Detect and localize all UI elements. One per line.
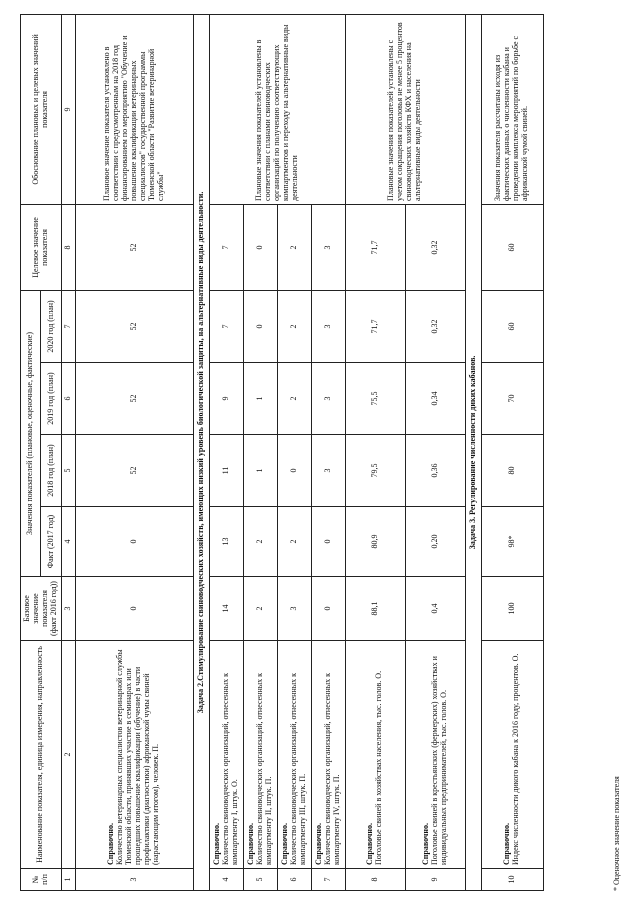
- base-value: 0: [311, 577, 345, 641]
- table-row: [481, 14, 543, 890]
- header-2018: 2018 год (план): [41, 435, 61, 507]
- target-value: 2: [277, 204, 311, 290]
- fact-2017-value: 80,9: [345, 507, 405, 577]
- base-value: 0,4: [405, 577, 465, 641]
- header-row: [21, 14, 41, 890]
- justification-cell: Плановые значения показателей установлены в соответствии с планами свиноводческих организаций по получению соответствующих компартментов и переходу на альтернативные виды деятельности: [209, 14, 345, 204]
- target-value: 52: [75, 204, 193, 290]
- plan-2018-value: 79,5: [345, 435, 405, 507]
- indicator-text: Индекс численности дикого кабана к 2016 году, процентов. О.: [511, 653, 521, 865]
- header-2019: 2019 год (план): [41, 363, 61, 435]
- indicator-label: Справочно.: [106, 822, 116, 865]
- column-number: 8: [61, 204, 75, 290]
- column-number: 3: [61, 577, 75, 641]
- target-value: 71,7: [345, 204, 405, 290]
- fact-2017-value: 0,20: [405, 507, 465, 577]
- indicators-table: [20, 14, 544, 891]
- header-2020: 2020 год (план): [41, 290, 61, 362]
- plan-2018-value: 3: [311, 435, 345, 507]
- indicator-text: Количество ветеринарных специалистов ветеринарной службы Тюменской области, принявших участие в семинарах или прошедших повышение квалификации (обучение) в части профилактики (диагностики) африканской чумы свиней (нарастающим итогом), человек. П.: [115, 649, 161, 865]
- base-value: 14: [209, 577, 243, 641]
- section-title-task-2: Задача 2.Стимулирование свиноводческих хозяйств, имеющих низкий уровень биологической защиты, на альтернативные виды деятельности.: [193, 14, 209, 890]
- justification-cell: Значения показателя рассчитаны исходя из фактических данных о численности кабана и проведении комплекса мероприятий по борьбе с африканской чумой свиней.: [481, 14, 543, 204]
- base-value: 88,1: [345, 577, 405, 641]
- row-number: 4: [209, 869, 243, 891]
- plan-2020-value: 0: [243, 290, 277, 362]
- column-number: 7: [61, 290, 75, 362]
- table-row: [209, 14, 243, 890]
- target-value: 7: [209, 204, 243, 290]
- indicator-text: Количество свиноводческих организаций, отнесенных к компартменту II, штук. П.: [254, 673, 273, 865]
- plan-2019-value: 1: [243, 363, 277, 435]
- plan-2018-value: 1: [243, 435, 277, 507]
- target-value: 3: [311, 204, 345, 290]
- indicator-text: Поголовье свиней в крестьянских (фермерских) хозяйствах и индивидуальных предпринимателей, тыс. голов. О.: [429, 656, 448, 865]
- plan-2018-value: 0,36: [405, 435, 465, 507]
- header-target: Целевое значение показателя: [21, 204, 62, 290]
- plan-2019-value: 3: [311, 363, 345, 435]
- fact-2017-value: 98*: [481, 507, 543, 577]
- row-number: 10: [481, 869, 543, 891]
- fact-2017-value: 2: [243, 507, 277, 577]
- base-value: 0: [75, 577, 193, 641]
- justification-cell: Плановые значения показателей установлены с учетом сокращения поголовья не менее 5 процентов свиноводческих хозяйств КФХ и населения на альтернативные виды деятельности: [345, 14, 465, 204]
- section-row: [193, 14, 209, 890]
- justification-cell: Плановое значение показателя установлено в соответствии с предусмотренным на 2018 год финансированием по мероприятию "Обучение и повышение квалификации ветеринарных специалистов" государственной программы Тюменской области "Развитие ветеринарной службы": [75, 14, 193, 204]
- section-title-task-3: Задача 3. Регулирование численности диких кабанов.: [465, 14, 481, 890]
- row-number: 8: [345, 869, 405, 891]
- plan-2019-value: 75,5: [345, 363, 405, 435]
- row-number: 5: [243, 869, 277, 891]
- row-number: 6: [277, 869, 311, 891]
- indicator-cell: [345, 641, 405, 869]
- plan-2019-value: 0,34: [405, 363, 465, 435]
- column-number: 2: [61, 641, 75, 869]
- header-base: Базовое значение показателя (факт 2016 год)): [21, 577, 62, 641]
- plan-2019-value: 52: [75, 363, 193, 435]
- base-value: 100: [481, 577, 543, 641]
- plan-2018-value: 52: [75, 435, 193, 507]
- column-number: 6: [61, 363, 75, 435]
- indicator-cell: [209, 641, 243, 869]
- indicator-text: Количество свиноводческих организаций, отнесенных к компартменту III, штук. П.: [288, 673, 307, 865]
- fact-2017-value: 2: [277, 507, 311, 577]
- target-value: 0: [243, 204, 277, 290]
- plan-2018-value: 0: [277, 435, 311, 507]
- indicator-label: Справочно.: [245, 822, 255, 865]
- footnote: * Оценочное значение показателя: [612, 776, 621, 891]
- base-value: 3: [277, 577, 311, 641]
- indicator-label: Справочно.: [420, 822, 430, 865]
- header-fact-2017: Факт (2017 год): [41, 507, 61, 577]
- header-num: № п/п: [21, 869, 62, 891]
- plan-2020-value: 7: [209, 290, 243, 362]
- indicator-text: Количество свиноводческих организаций, отнесенных к компартменту I, штук. О.: [220, 673, 239, 865]
- column-number: 9: [61, 14, 75, 204]
- indicator-cell: [75, 641, 193, 869]
- target-value: 60: [481, 204, 543, 290]
- header-values-group: Значения показателей (плановые, оценочные, фактические): [21, 290, 41, 576]
- fact-2017-value: 0: [311, 507, 345, 577]
- indicator-label: Справочно.: [365, 822, 375, 865]
- indicator-label: Справочно.: [211, 822, 221, 865]
- plan-2018-value: 11: [209, 435, 243, 507]
- indicator-cell: [311, 641, 345, 869]
- indicator-cell: [481, 641, 543, 869]
- row-number: 7: [311, 869, 345, 891]
- plan-2020-value: 71,7: [345, 290, 405, 362]
- indicator-text: Поголовье свиней в хозяйствах населения, тыс. голов. О.: [374, 670, 384, 865]
- column-number: 4: [61, 507, 75, 577]
- indicator-label: Справочно.: [502, 822, 512, 865]
- base-value: 2: [243, 577, 277, 641]
- plan-2020-value: 60: [481, 290, 543, 362]
- indicator-label: Справочно.: [279, 822, 289, 865]
- plan-2020-value: 2: [277, 290, 311, 362]
- table-row: [345, 14, 405, 890]
- header-justification: Обоснование плановых и целевых значений показателя: [21, 14, 62, 204]
- table-row: [75, 14, 193, 890]
- indicator-cell: [243, 641, 277, 869]
- plan-2020-value: 3: [311, 290, 345, 362]
- fact-2017-value: 0: [75, 507, 193, 577]
- plan-2020-value: 52: [75, 290, 193, 362]
- plan-2018-value: 80: [481, 435, 543, 507]
- header-name: Наименование показателя, единица измерения, направленность: [21, 641, 62, 869]
- column-number: 1: [61, 869, 75, 891]
- column-numbers-row: [61, 14, 75, 890]
- target-value: 0,32: [405, 204, 465, 290]
- section-row: [465, 14, 481, 890]
- indicator-label: Справочно.: [313, 822, 323, 865]
- plan-2019-value: 70: [481, 363, 543, 435]
- fact-2017-value: 13: [209, 507, 243, 577]
- plan-2019-value: 9: [209, 363, 243, 435]
- column-number: 5: [61, 435, 75, 507]
- indicator-text: Количество свиноводческих организаций, отнесенных к компартменту IV, штук. П.: [322, 673, 341, 865]
- indicator-cell: [277, 641, 311, 869]
- plan-2020-value: 0,32: [405, 290, 465, 362]
- indicator-cell: [405, 641, 465, 869]
- plan-2019-value: 2: [277, 363, 311, 435]
- row-number: 3: [75, 869, 193, 891]
- row-number: 9: [405, 869, 465, 891]
